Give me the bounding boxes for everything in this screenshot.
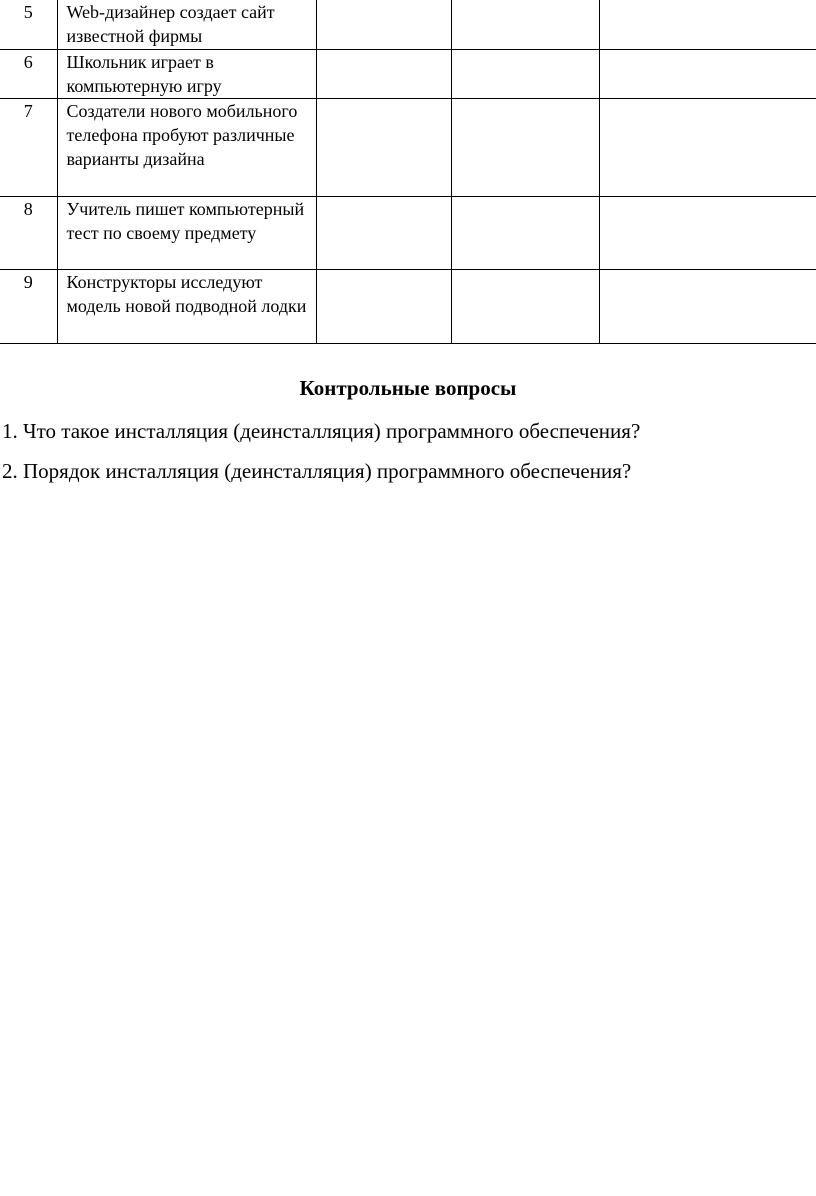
table-row	[0, 98, 816, 196]
question-1: 1. Что такое инсталляция (деинсталляция) программного обеспечения?	[2, 419, 641, 443]
row-description: Web-дизайнер создает сайт известной фирмы	[57, 0, 316, 49]
empty-cell	[451, 269, 599, 343]
row-description: Школьник играет в компьютерную игру	[57, 49, 316, 98]
table-row	[0, 0, 816, 49]
empty-cell	[316, 269, 451, 343]
question-2: 2. Порядок инсталляция (деинсталляция) программного обеспечения?	[2, 459, 632, 483]
table-row	[0, 49, 816, 98]
empty-cell	[599, 196, 816, 269]
empty-cell	[599, 0, 816, 49]
row-number: 7	[0, 98, 57, 196]
table-row	[0, 196, 816, 269]
empty-cell	[316, 196, 451, 269]
empty-cell	[451, 49, 599, 98]
empty-cell	[316, 49, 451, 98]
empty-cell	[599, 49, 816, 98]
empty-cell	[599, 269, 816, 343]
section-title: Контрольные вопросы	[299, 376, 517, 400]
empty-cell	[451, 196, 599, 269]
empty-cell	[451, 98, 599, 196]
row-description: Конструкторы исследуют модель новой подводной лодки	[57, 269, 316, 343]
row-number: 9	[0, 269, 57, 343]
row-number: 5	[0, 0, 57, 49]
empty-cell	[316, 0, 451, 49]
row-number: 8	[0, 196, 57, 269]
row-description: Учитель пишет компьютерный тест по своему предмету	[57, 196, 316, 269]
row-description: Создатели нового мобильного телефона пробуют различные варианты дизайна	[57, 98, 316, 196]
empty-cell	[316, 98, 451, 196]
row-number: 6	[0, 49, 57, 98]
tasks-table	[0, 0, 816, 344]
empty-cell	[599, 98, 816, 196]
empty-cell	[451, 0, 599, 49]
table-row	[0, 269, 816, 343]
